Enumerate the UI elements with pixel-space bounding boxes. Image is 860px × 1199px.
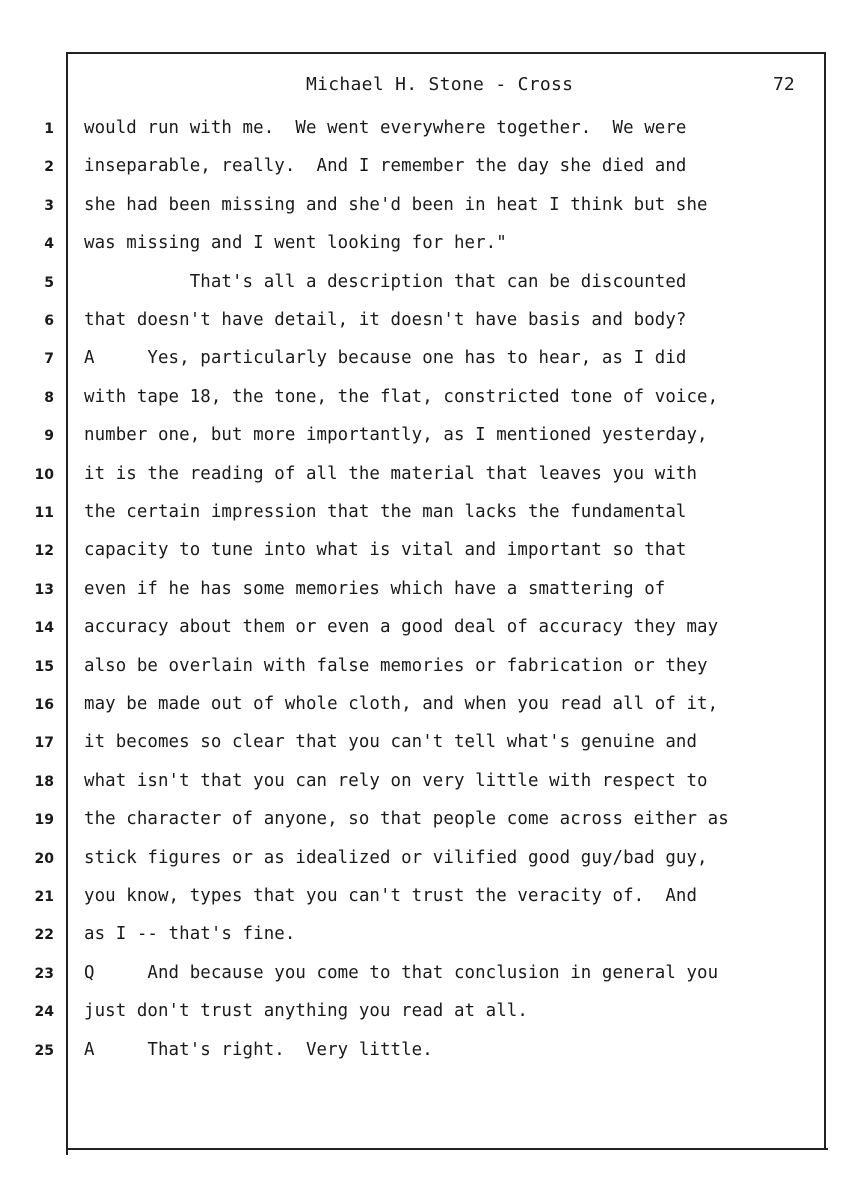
transcript-line: may be made out of whole cloth, and when you read all of it,	[84, 694, 719, 714]
transcript-line: what isn't that you can rely on very little with respect to	[84, 770, 708, 791]
line-number: 16	[34, 697, 54, 713]
line-number: 9	[44, 428, 54, 445]
line-number: 4	[44, 236, 54, 253]
page-frame	[66, 52, 826, 1150]
line-number: 15	[34, 658, 54, 675]
transcript-line: stick figures or as idealized or vilified good guy/bad guy,	[84, 847, 708, 868]
transcript-line: number one, but more importantly, as I mentioned yesterday,	[84, 425, 708, 446]
transcript-line: That's all a description that can be discounted	[84, 271, 687, 292]
transcript-line: Q And because you come to that conclusion in general you	[84, 962, 719, 983]
line-number: 21	[34, 889, 54, 905]
transcript-line: it becomes so clear that you can't tell what's genuine and	[84, 732, 698, 753]
line-number: 25	[34, 1042, 54, 1059]
page-title: Michael H. Stone - Cross	[306, 74, 574, 95]
transcript-line: you know, types that you can't trust the veracity of. And	[84, 886, 698, 906]
line-number: 24	[34, 1004, 54, 1021]
line-number: 10	[34, 466, 54, 483]
line-number: 5	[44, 274, 54, 291]
transcript-line: even if he has some memories which have a smattering of	[84, 578, 666, 599]
line-number: 7	[44, 351, 54, 368]
line-number: 3	[44, 197, 54, 214]
bottom-rule	[66, 1148, 828, 1150]
line-number: 18	[34, 773, 54, 790]
transcript-line: A That's right. Very little.	[84, 1039, 433, 1060]
line-number: 1	[44, 121, 54, 137]
line-number: 20	[34, 850, 54, 867]
line-number: 13	[34, 581, 54, 598]
line-number: 8	[44, 389, 54, 406]
page-header	[0, 74, 860, 100]
transcript-line: with tape 18, the tone, the flat, constricted tone of voice,	[84, 386, 719, 407]
transcript-line: the certain impression that the man lacks the fundamental	[84, 502, 687, 522]
transcript-line: she had been missing and she'd been in heat I think but she	[84, 194, 708, 215]
transcript-line: A Yes, particularly because one has to hear, as I did	[84, 348, 687, 369]
transcript-line: capacity to tune into what is vital and important so that	[84, 540, 687, 561]
line-number: 23	[34, 965, 54, 982]
line-number: 17	[34, 735, 54, 752]
transcript-line: would run with me. We went everywhere together. We were	[84, 118, 687, 138]
transcript-line: the character of anyone, so that people come across either as	[84, 809, 729, 830]
transcript-line: accuracy about them or even a good deal of accuracy they may	[84, 617, 719, 638]
line-number: 12	[34, 543, 54, 560]
transcript-line: it is the reading of all the material that leaves you with	[84, 463, 698, 484]
line-number: 14	[34, 620, 54, 637]
transcript-line: as I -- that's fine.	[84, 924, 296, 945]
line-number: 6	[44, 313, 54, 329]
transcript-line: just don't trust anything you read at all.	[84, 1001, 528, 1022]
transcript-line: inseparable, really. And I remember the day she died and	[84, 156, 687, 177]
line-number: 19	[34, 812, 54, 829]
line-number: 22	[34, 927, 54, 944]
transcript-line: also be overlain with false memories or fabrication or they	[84, 655, 708, 676]
page-number: 72	[773, 74, 795, 95]
left-margin-rule	[66, 52, 68, 1155]
line-number: 2	[44, 159, 54, 176]
transcript-line: that doesn't have detail, it doesn't have basis and body?	[84, 310, 687, 330]
transcript-line: was missing and I went looking for her."	[84, 233, 507, 254]
line-number: 11	[34, 505, 54, 521]
